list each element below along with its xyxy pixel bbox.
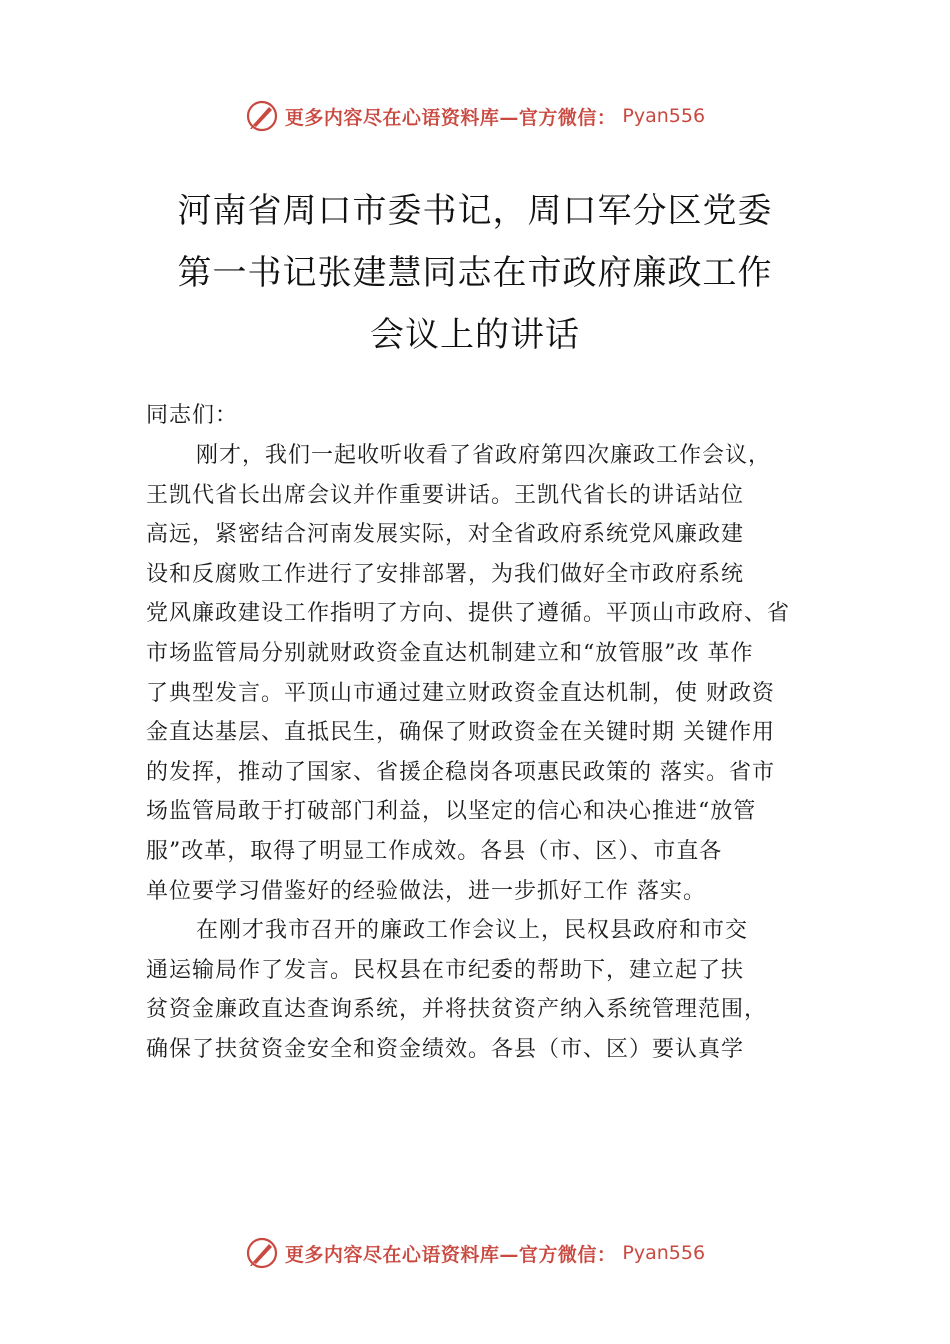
title-line: 河南省周口市委书记，周口军分区党委 [177,191,773,231]
paragraph-line: 服”改革，取得了明显工作成效。各县（市、区）、市直各 [146,838,723,864]
banner-wechat-id: Pyan556 [622,105,706,127]
paragraph-line: 单位要学习借鉴好的经验做法，进一步抓好工作 落实。 [146,878,706,904]
paragraph-2 [146,911,826,1069]
greeting: 同志们： [146,403,239,428]
footer-banner [0,1233,950,1273]
quill-seal-logo-icon [245,1236,279,1270]
paragraph-line: 金直达基层、直抵民生，确保了财政资金在关键时期 关键作用 [146,720,775,746]
paragraph-line: 市场监管局分别就财政资金直达机制建立和“放管服”改 革作 [146,640,754,666]
banner-text: 更多内容尽在心语资料库—官方微信： [284,106,617,129]
paragraph-line: 贫资金廉政直达查询系统，并将扶贫资产纳入系统管理范围， [146,997,768,1023]
paragraph-line: 场监管局敢于打破部门利益，以坚定的信心和决心推进“放管 [146,799,757,825]
banner [245,1236,705,1270]
document-title [100,180,850,366]
paragraph-line: 通运输局作了发言。民权县在市纪委的帮助下，建立起了扶 [146,957,745,983]
paragraph-line: 了典型发言。平顶山市通过建立财政资金直达机制，使 财政资 [146,680,775,706]
header-banner [0,96,950,136]
paragraph-line: 的发挥，推动了国家、省援企稳岗各项惠民政策的 落实。省市 [146,759,775,785]
title-line: 会议上的讲话 [370,315,580,355]
paragraph-line: 在刚才我市召开的廉政工作会议上，民权县政府和市交 [196,918,749,944]
banner-text: 更多内容尽在心语资料库—官方微信： [284,1243,617,1266]
paragraph-line: 刚才，我们一起收听收看了省政府第四次廉政工作会议， [196,443,772,468]
quill-seal-logo-icon [245,99,279,133]
paragraph-line: 王凯代省长出席会议并作重要讲话。王凯代省长的讲话站位 [146,482,745,508]
paragraph-line: 高远，紧密结合河南发展实际，对全省政府系统党风廉政建 [146,522,745,548]
paragraph-line: 党风廉政建设工作指明了方向、提供了遵循。平顶山市政府、省 [146,601,791,627]
document-body [146,396,826,1070]
paragraph-1 [146,436,826,911]
paragraph-line: 设和反腐败工作进行了安排部署，为我们做好全市政府系统 [146,561,745,587]
title-line: 第一书记张建慧同志在市政府廉政工作 [177,253,773,293]
banner [245,99,705,133]
banner-wechat-id: Pyan556 [622,1242,706,1264]
paragraph-line: 确保了扶贫资金安全和资金绩效。各县（市、区）要认真学 [146,1036,745,1062]
